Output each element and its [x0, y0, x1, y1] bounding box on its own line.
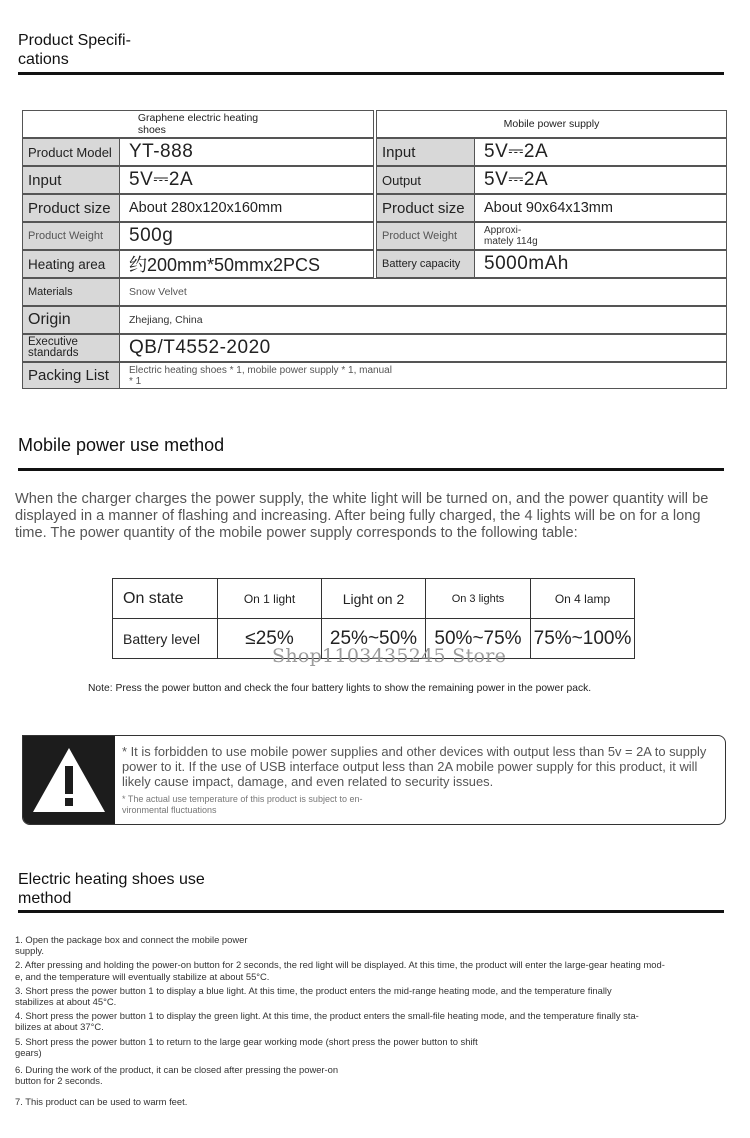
spec-label: Origin — [22, 306, 120, 334]
spec-value: Zhejiang, China — [119, 306, 727, 334]
step-item: 7. This product can be used to warm feet. — [15, 1096, 188, 1108]
mobile-divider — [18, 468, 724, 471]
step-item: 4. Short press the power button 1 to display the green light. At this time, the product enters the small-file heating mode, and the temperature finally sta- bilizes at about 37°C. — [15, 1010, 639, 1033]
spec-value: 500g — [119, 222, 374, 250]
spec-label: Product Weight — [376, 222, 475, 250]
spec-value: Approxi- mately 114g — [474, 222, 727, 250]
spec-label: Product Model — [22, 138, 120, 166]
store-watermark: Shop1103435245 Store — [272, 645, 507, 667]
spec-value: Snow Velvet — [119, 278, 727, 306]
spec-value: Electric heating shoes * 1, mobile power supply * 1, manual * 1 — [119, 362, 727, 389]
battery-level: 50%~75% — [425, 618, 531, 659]
step-item: 3. Short press the power button 1 to display a blue light. At this time, the product enters the mid-range heating mode, and the temperature finally stabilizes at about 45°C. — [15, 984, 612, 1008]
spec-label: Input — [376, 138, 475, 166]
spec-label: Heating area — [22, 250, 120, 278]
specs-title: Product Specifi- cations — [18, 32, 131, 68]
spec-label: Product size — [376, 194, 475, 222]
battery-state: On 1 light — [217, 578, 322, 619]
spec-value: YT-888 — [119, 138, 374, 166]
step-item: 2. After pressing and holding the power-on button for 2 seconds, the red light will be displayed. At this time, the product will enter the large-gear heating mod- e, and the temperature will eventually stabilize at about 55°C. — [15, 959, 665, 982]
step-item: 6. During the work of the product, it can be closed after pressing the power-on button for 2 seconds. — [15, 1064, 339, 1087]
spec-label: Input — [22, 166, 120, 194]
battery-state: Light on 2 — [321, 578, 426, 619]
spec-label: Battery capacity — [376, 250, 475, 278]
mobile-title: Mobile power use method — [18, 435, 225, 455]
warning-small-text: * The actual use temperature of this product is subject to en- vironmental fluctuations — [122, 794, 363, 815]
warning-text: * It is forbidden to use mobile power supplies and other devices with output less than 5v = 2A to supply power to it. If the use of USB interface output less than 2A mobile power supply for this product, it will likely cause impact, damage, and even related to security issues. — [122, 744, 707, 789]
specs-divider — [18, 72, 724, 75]
battery-note: Note: Press the power button and check the four battery lights to show the remaining power in the power pack. — [88, 683, 592, 694]
spec-value: 5V⎓2A — [119, 166, 374, 194]
battery-row-label: Battery level — [112, 618, 218, 659]
spec-value: 约200mm*50mmx2PCS — [119, 250, 374, 278]
battery-state: On 4 lamp — [530, 578, 635, 619]
spec-label: Packing List — [22, 362, 120, 389]
warning-triangle-icon — [23, 736, 115, 825]
warning-box — [22, 735, 726, 825]
shoes-divider — [18, 910, 724, 913]
spec-value: 5V⎓2A — [474, 138, 727, 166]
battery-level: 25%~50% — [321, 618, 426, 659]
spec-label: Product Weight — [22, 222, 120, 250]
battery-row-label: On state — [112, 578, 218, 619]
spec-table — [22, 110, 727, 389]
steps-list — [15, 934, 745, 1111]
spec-value: About 90x64x13mm — [474, 194, 727, 222]
step-item: 5. Short press the power button 1 to return to the large gear working mode (short press the power button to shift gears) — [15, 1035, 478, 1058]
spec-left-header: Graphene electric heating shoes — [22, 110, 374, 138]
battery-level: ≤25% — [217, 618, 322, 659]
spec-label: Executive standards — [22, 334, 120, 362]
step-item: 1. Open the package box and connect the mobile power supply. — [15, 934, 248, 957]
spec-value: 5000mAh — [474, 250, 727, 278]
mobile-paragraph: When the charger charges the power supply, the white light will be turned on, and the power quantity will be displayed in a manner of flashing and increasing. After being fully charged, the 4 lights will be on for a long time. The power quantity of the mobile power supply corresponds to the following table: — [15, 491, 709, 541]
spec-value: 5V⎓2A — [474, 166, 727, 194]
spec-label: Product size — [22, 194, 120, 222]
battery-level: 75%~100% — [530, 618, 635, 659]
spec-label: Materials — [22, 278, 120, 306]
battery-state: On 3 lights — [425, 578, 531, 619]
spec-value: QB/T4552-2020 — [119, 334, 727, 362]
spec-value: About 280x120x160mm — [119, 194, 374, 222]
shoes-title: Electric heating shoes use method — [18, 871, 205, 907]
spec-label: Output — [376, 166, 475, 194]
spec-right-header: Mobile power supply — [376, 110, 727, 138]
